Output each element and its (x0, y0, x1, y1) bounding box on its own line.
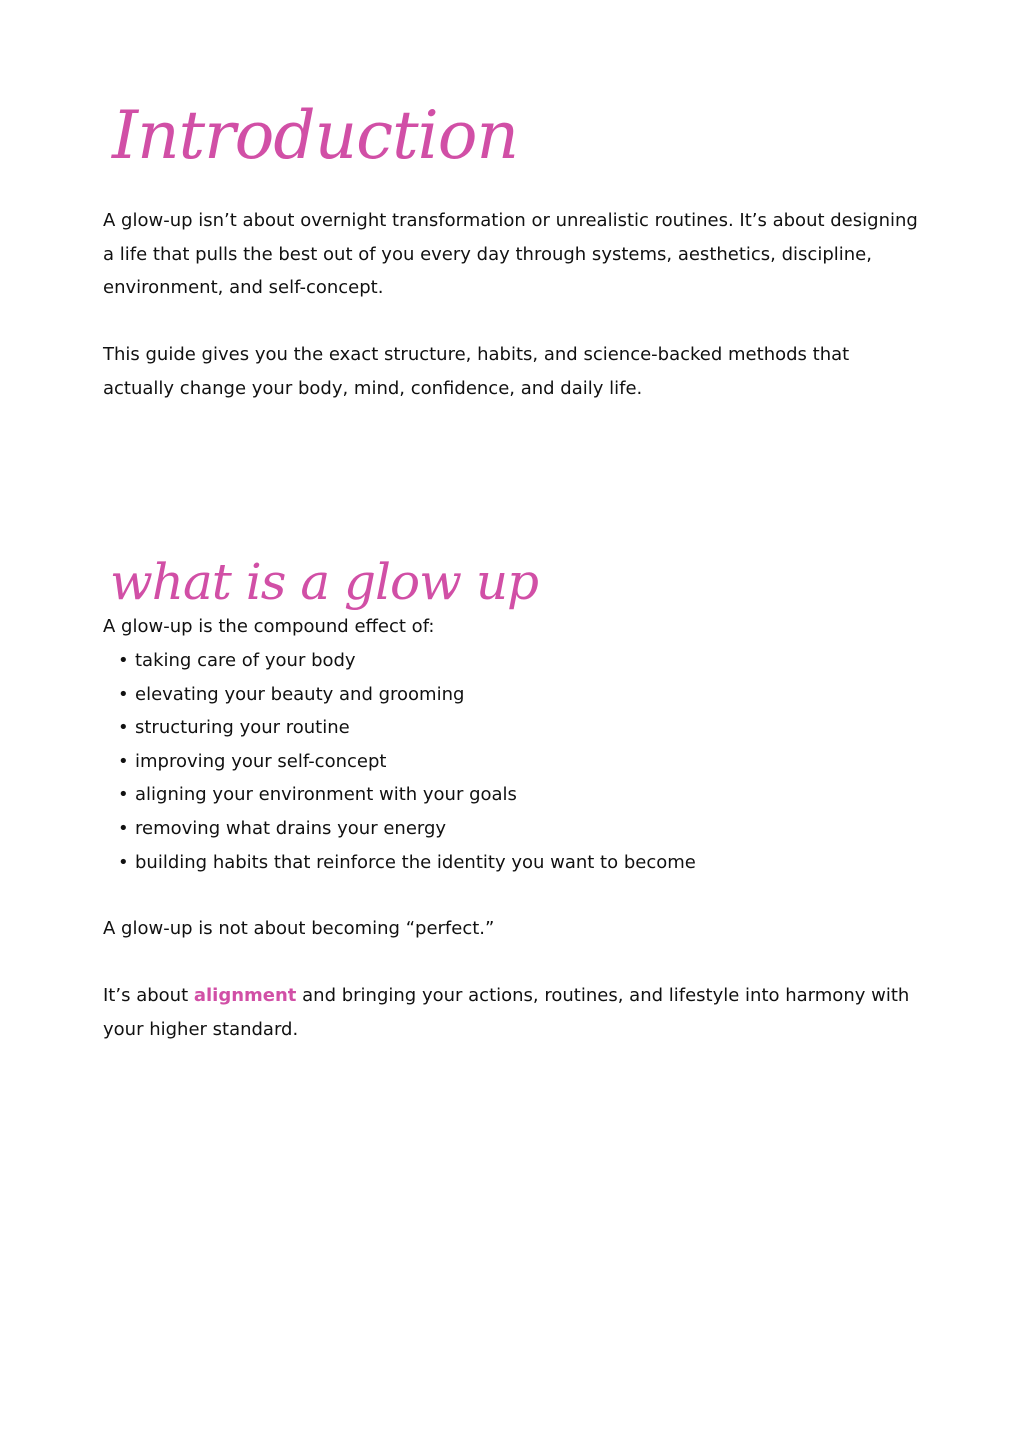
list-item-text: building habits that reinforce the identity you want to become (135, 851, 696, 873)
bullet-icon: • (118, 717, 129, 739)
introduction-paragraph-2: This guide gives you the exact structure, habits, and science-backed methods that actually change your body, mind, confidence, and daily life. (103, 344, 850, 399)
introduction-paragraph-1: A glow-up isn’t about overnight transformation or unrealistic routines. It’s about designing a life that pulls the best out of you every day through systems, aesthetics, discipline, environment, and self-concept. (103, 210, 918, 299)
list-item-text: aligning your environment with your goals (135, 784, 517, 806)
glow-up-list (103, 644, 696, 879)
alignment-text-after: and bringing your actions, routines, and lifestyle into harmony with your higher standard. (103, 985, 910, 1040)
list-item-text: structuring your routine (135, 717, 350, 739)
list-item (103, 846, 696, 880)
bullet-icon: • (118, 650, 129, 671)
list-item (103, 778, 696, 812)
glow-up-heading: what is a glow up (110, 553, 539, 611)
list-item-text: taking care of your body (135, 650, 356, 671)
alignment-text-before: It’s about (103, 985, 194, 1006)
glow-up-lead: A glow-up is the compound effect of: (103, 616, 435, 637)
bullet-icon: • (118, 750, 129, 772)
list-item (103, 812, 696, 846)
bullet-icon: • (118, 683, 129, 705)
list-item-text: improving your self-concept (135, 750, 387, 772)
glow-up-not-perfect: A glow-up is not about becoming “perfect.” (103, 918, 495, 939)
list-item (103, 711, 696, 745)
introduction-heading: Introduction (112, 97, 518, 174)
bullet-icon: • (118, 817, 129, 839)
bullet-icon: • (118, 784, 129, 806)
list-item-text: removing what drains your energy (135, 817, 447, 839)
bullet-icon: • (118, 851, 129, 873)
list-item (103, 745, 696, 779)
list-item (103, 644, 696, 678)
glow-up-alignment-paragraph (103, 979, 923, 1046)
list-item-text: elevating your beauty and grooming (135, 683, 465, 705)
list-item (103, 678, 696, 712)
alignment-highlight: alignment (193, 985, 297, 1006)
